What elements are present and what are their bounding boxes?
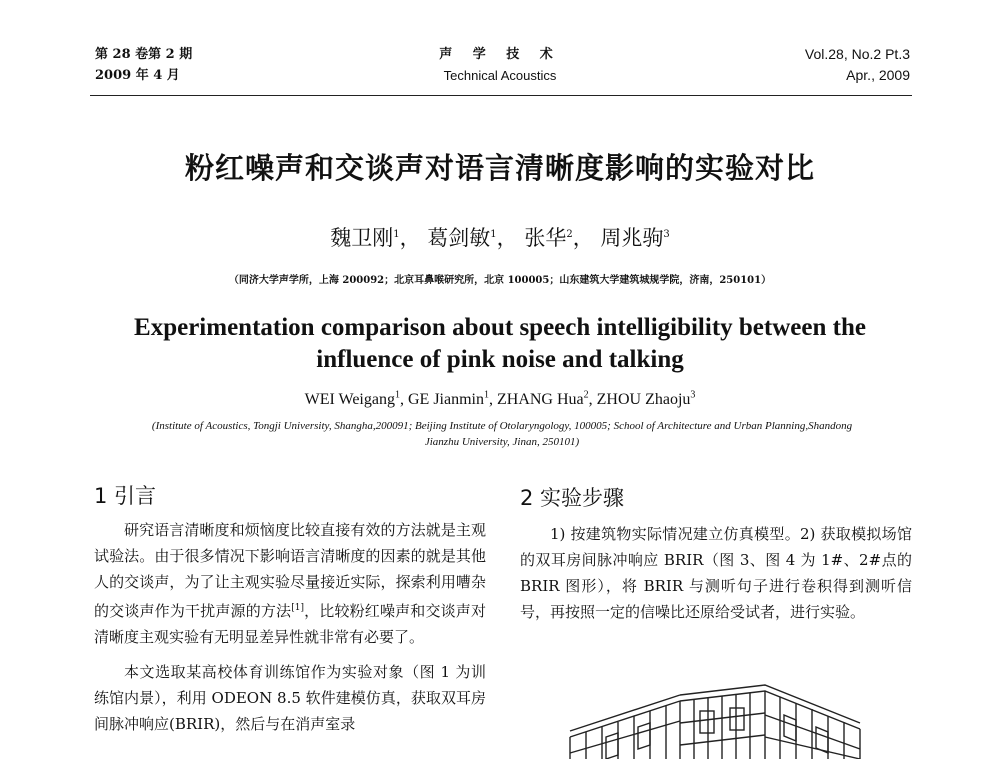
author-list-cn (0, 222, 1000, 252)
author-en: GE Jianmin$^1$, (407, 390, 497, 409)
paper-title-en (60, 312, 940, 376)
author-cn: 周兆驹$^3$ (600, 226, 670, 250)
section-heading-experiment-steps: 2 实验步骤 (520, 486, 625, 510)
author-cn: 葛剑敏$^1$， (427, 226, 518, 250)
body-column-right (520, 521, 912, 625)
author-cn: 张华$^2$， (524, 226, 594, 250)
author-cn: 魏卫刚$^1$， (330, 226, 421, 250)
running-header-center (380, 44, 620, 86)
paper-title-cn: 粉红噪声和交谈声对语言清晰度影响的实验对比 (184, 151, 815, 185)
author-en: ZHOU Zhaoju$^3$ (596, 390, 696, 409)
building-model-figure (560, 675, 890, 759)
paragraph: 1) 按建筑物实际情况建立仿真模型。2) 获取模拟场馆的双耳房间脉冲响应 BRIR（图 3、图 4 为 1#、2#点的 BRIR 图形），将 BRIR 与测听句子进行卷积得到测听信号，再按照一定的信噪比还原给受试者，进行实验。 (520, 525, 912, 621)
section-heading-introduction: 1 引言 (94, 484, 157, 508)
affiliation-en-line: (Institute of Acoustics, Tongji University, Shangha,200091; Beijing Institute of Otolaryngology, 100005; School of Architecture and Urban Planning,Shandong (151, 420, 853, 432)
title-en-line: Experimentation comparison about speech intelligibility between the (134, 314, 866, 341)
affiliation-en-line: Jianzhu University, Jinan, 250101) (424, 436, 580, 448)
author-en: WEI Weigang$^1$, (304, 390, 408, 409)
running-header-left (95, 44, 192, 86)
journal-name-cn: 声 学 技 术 (439, 47, 561, 62)
affiliation-en (92, 418, 912, 450)
affiliation-cn: （同济大学声学所，上海 200092；北京耳鼻喉研究所，北京 100005；山东建筑大学建筑城规学院，济南，250101） (228, 275, 772, 286)
publication-date-cn: 2009 年 4 月 (95, 68, 180, 83)
title-en-line: influence of pink noise and talking (316, 346, 684, 373)
publication-date-en: Apr., 2009 (846, 67, 910, 83)
citation-ref[interactable]: [1] (291, 603, 304, 613)
volume-issue-en: Vol.28, No.2 Pt.3 (804, 46, 910, 62)
paragraph: 本文选取某高校体育训练馆作为实验对象（图 1 为训练馆内景），利用 ODEON 8.5 软件建模仿真，获取双耳房间脉冲响应(BRIR)，然后与在消声室录 (94, 663, 486, 733)
author-en: ZHANG Hua$^2$, (496, 390, 597, 409)
running-header-right (805, 44, 910, 86)
paragraph: 研究语言清晰度和烦恼度比较直接有效的方法就是主观试验法。由于很多情况下影响语言清晰度的因素的就是其他人的交谈声，为了让主观实验尽量接近实际，探索利用嘈杂的交谈声作为干扰声源的方法[1]，比较粉红噪声和交谈声对清晰度主观实验有无明显差异性就非常有必要了。 (94, 521, 486, 646)
header-rule (90, 95, 912, 96)
volume-issue-cn: 第 28 卷第 2 期 (95, 47, 193, 62)
journal-name-en: Technical Acoustics (443, 68, 557, 83)
author-list-en (0, 390, 1000, 409)
body-column-left (94, 517, 486, 737)
